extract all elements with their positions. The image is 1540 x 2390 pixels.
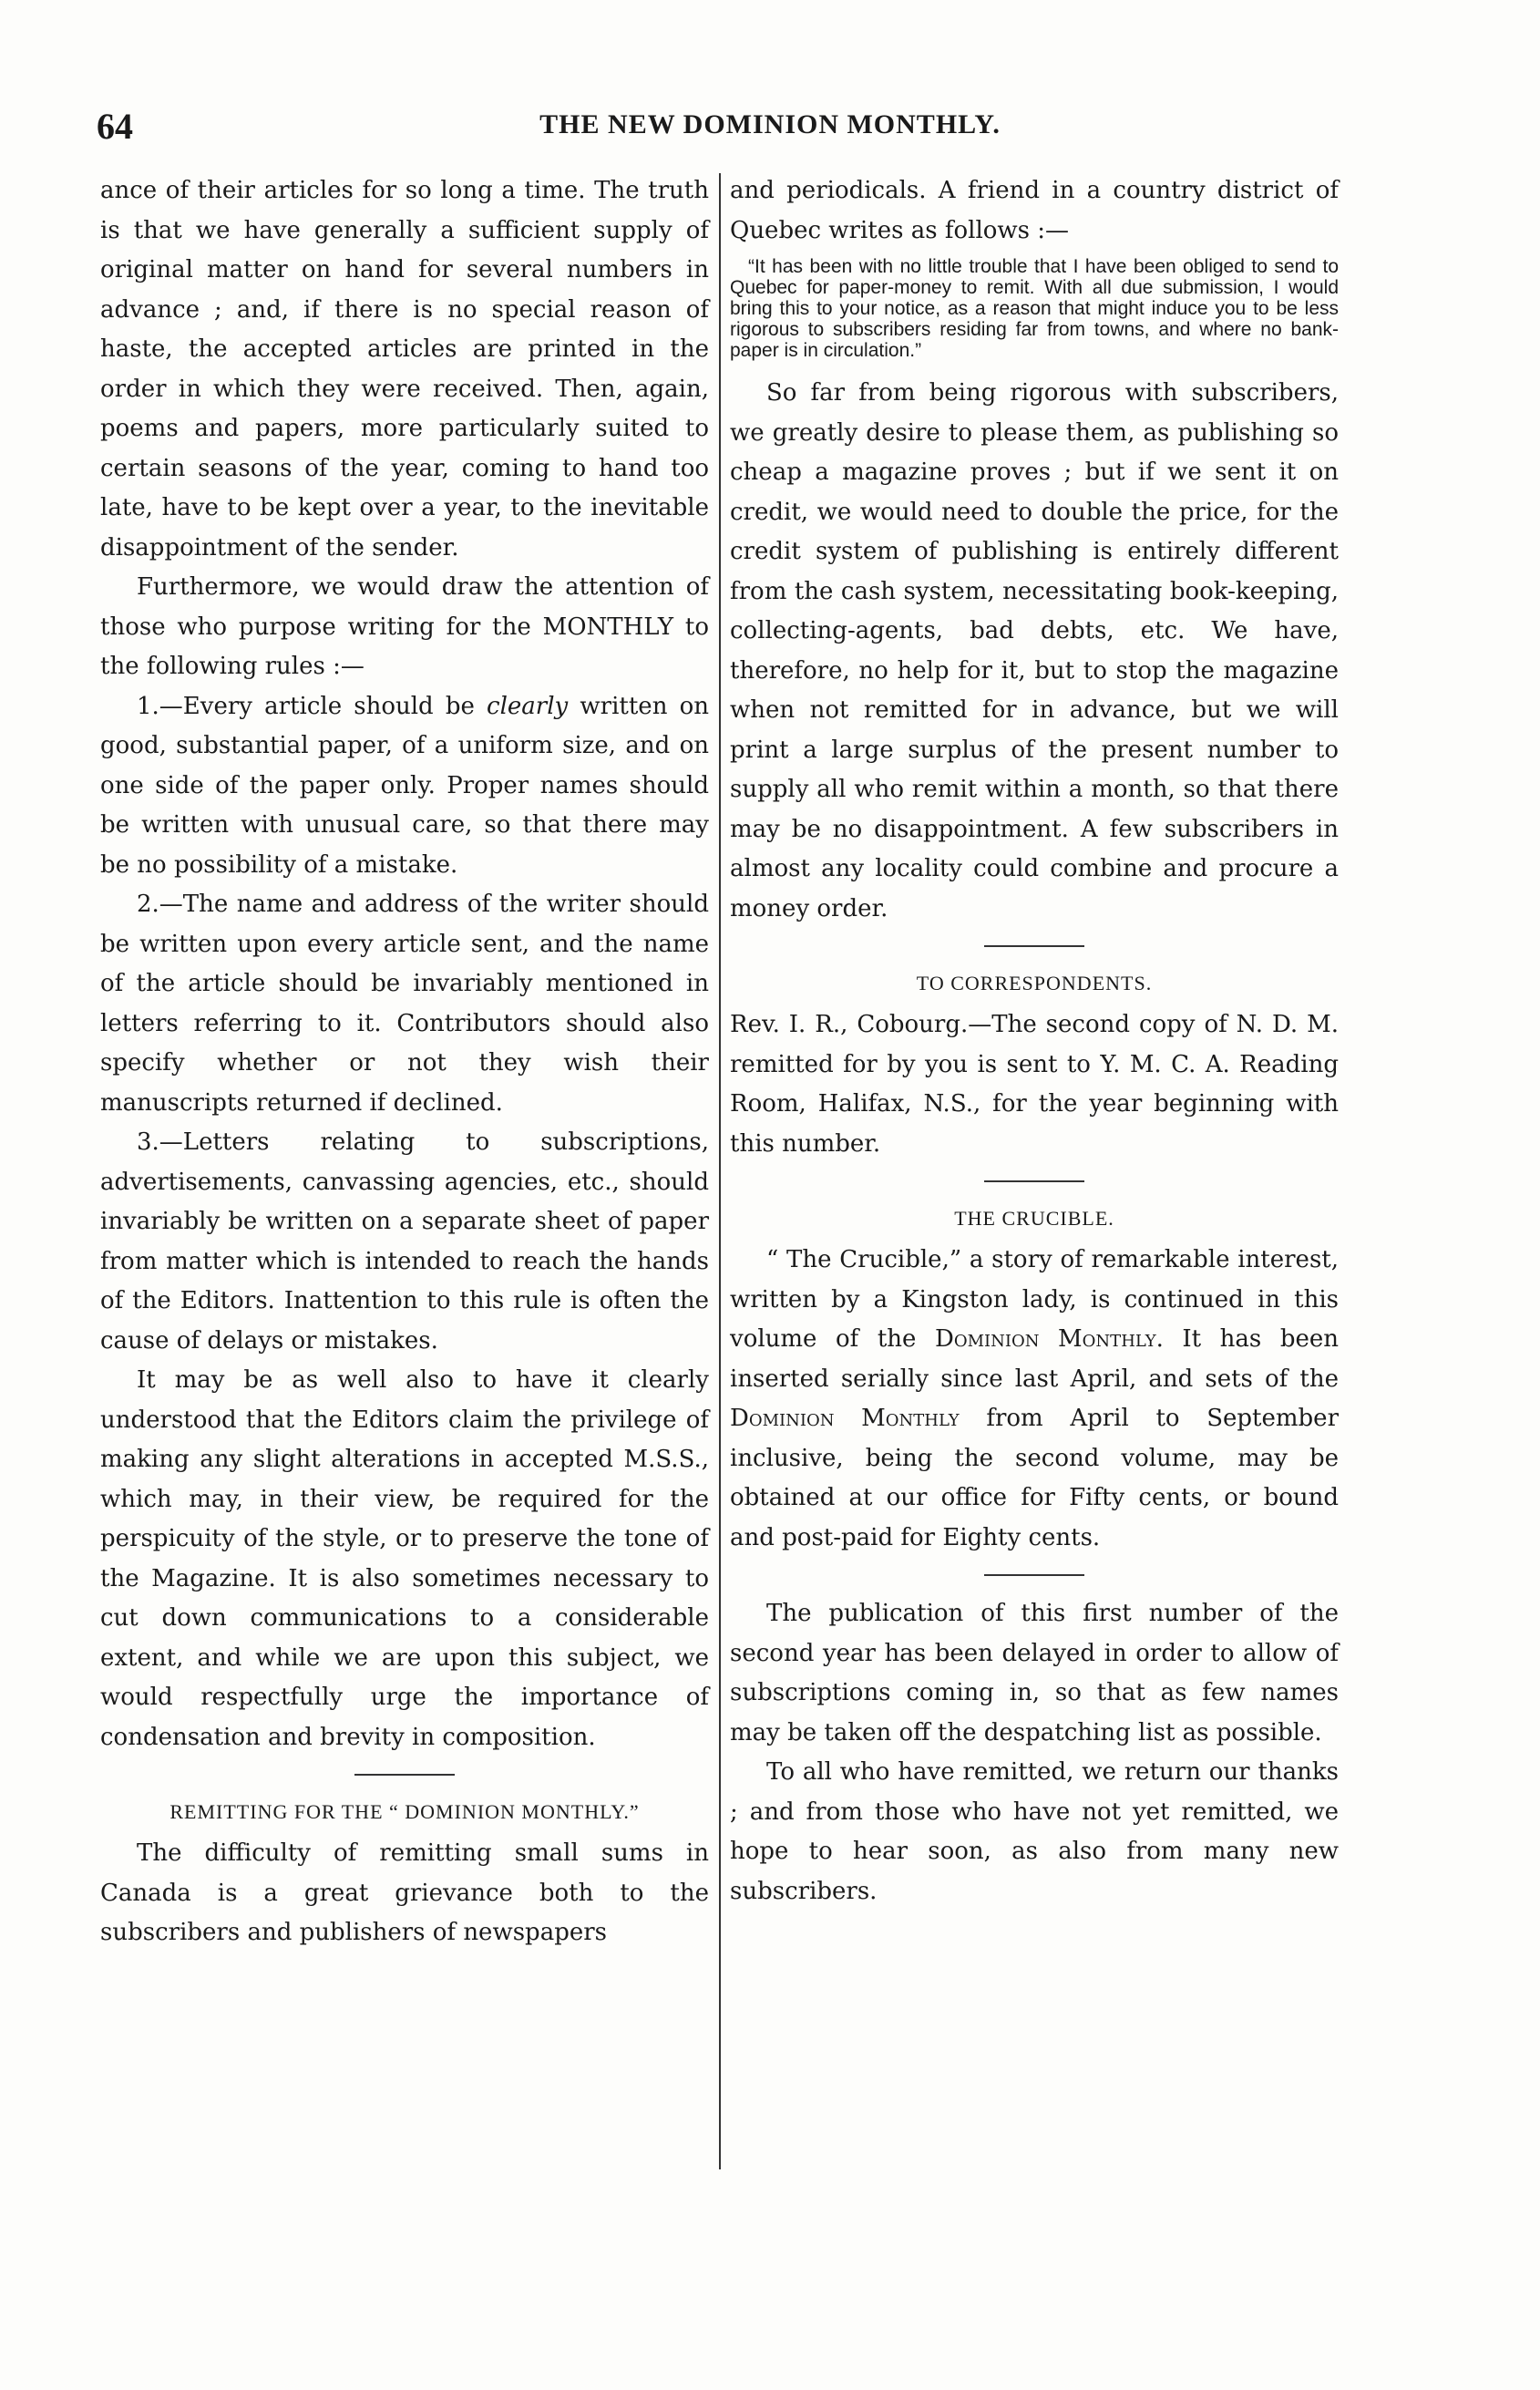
text: “ The Crucible,” a story of remarkable interest, written by a Kingston lady, is continued in this volume of the <box>730 1246 1339 1353</box>
section-divider <box>984 945 1084 947</box>
rule-1-emphasis: clearly <box>487 692 569 720</box>
rule-1 <box>100 687 709 886</box>
paragraph: The difficulty of remitting small sums in Canada is a great grievance both to the subscribers and publishers of newspapers <box>100 1839 709 1946</box>
paragraph-crucible <box>730 1241 1339 1558</box>
paragraph: It may be as well also to have it clearly understood that the Editors claim the privilege of making any slight alterations in accepted M.S.S., which may, in their view, be required for the perspicuity of the style, or to preserve the tone of the Magazine. It is also sometimes necessary to cut down communications to a considerable extent, and while we are upon this subject, we would respectfully urge the importance of condensation and brevity in composition. <box>100 1366 709 1751</box>
rule-2: 2.—The name and address of the writer should be written upon every article sent, and the name of the article should be invariably mentioned in letters referring to it. Contributors should also specify whether or not they wish their manuscripts returned if declined. <box>100 891 709 1117</box>
section-divider <box>984 1180 1084 1182</box>
paragraph: So far from being rigorous with subscribers, we greatly desire to please them, as publishing so cheap a magazine proves ; but if we sent it on credit, we would need to double the price, for the credit system of publishing is entirely different from the cash system, necessitating book-keeping, collecting-agents, bad debts, etc. We have, therefore, no help for it, but to stop the magazine when not remitted for in advance, but we will print a large surplus of the present number to supply all who remit within a month, so that there may be no disappointment. A few subscribers in almost any locality could combine and procure a money order. <box>730 379 1339 922</box>
magazine-name: Dominion Monthly <box>730 1405 960 1432</box>
quoted-letter: “It has been with no little trouble that I have been obliged to send to Quebec for paper-money to remit. With all due submission, I would bring this to your notice, as a reason that might induce you to be less rigorous to subscribers residing far from towns, and where no bank-paper is in circulation.” <box>730 256 1339 361</box>
section-heading-correspondents: TO CORRESPONDENTS. <box>916 972 1153 994</box>
left-column <box>100 171 709 1953</box>
section-heading-remitting: REMITTING FOR THE “ DOMINION MONTHLY.” <box>169 1800 640 1823</box>
text: from April to September inclusive, being the second volume, may be obtained at our office for Fifty cents, or bound and post-paid for Eighty cents. <box>730 1405 1340 1551</box>
rule-1-text: 1.—Every article should be <box>137 692 488 720</box>
section-divider <box>984 1574 1084 1576</box>
column-divider <box>719 173 721 2169</box>
right-column <box>730 171 1339 1911</box>
rule-3: 3.—Letters relating to subscriptions, advertisements, canvassing agencies, etc., should invariably be written on a separate sheet of paper from matter which is intended to reach the hands of the Editors. Inattention to this rule is often the cause of delays or mistakes. <box>100 1128 709 1355</box>
paragraph: Rev. I. R., Cobourg.—The second copy of N. D. M. remitted for by you is sent to Y. M. C. A. Reading Room, Halifax, N.S., for the year beginning with this number. <box>730 1011 1339 1158</box>
magazine-name: Dominion Monthly <box>934 1325 1156 1353</box>
paragraph: and periodicals. A friend in a country district of Quebec writes as follows :— <box>730 177 1339 244</box>
rule-1-text-cont: written on good, substantial paper, of a uniform size, and on one side of the paper only. Proper names should be written with unusual care, so that there may be no possibility of a mistake. <box>100 692 709 879</box>
section-divider <box>354 1774 455 1776</box>
section-heading-crucible: THE CRUCIBLE. <box>954 1207 1114 1230</box>
running-title: THE NEW DOMINION MONTHLY. <box>539 109 1001 139</box>
paragraph: ance of their articles for so long a time. The truth is that we have generally a sufficient supply of original matter on hand for several numbers in advance ; and, if there is no special reason of haste, the accepted articles are printed in the order in which they were received. Then, again, poems and papers, more particularly suited to certain seasons of the year, coming to hand too late, have to be kept over a year, to the inevitable disappointment of the sender. <box>100 177 709 561</box>
page-number: 64 <box>97 106 133 147</box>
paragraph: Furthermore, we would draw the attention of those who purpose writing for the MONTHLY to the following rules :— <box>100 573 709 680</box>
text: . It has been inserted serially since last April, and sets of the <box>730 1325 1339 1393</box>
paragraph: To all who have remitted, we return our thanks ; and from those who have not yet remitted, we hope to hear soon, as also from many new subscribers. <box>730 1758 1339 1905</box>
paragraph: The publication of this first number of the second year has been delayed in order to allow of subscriptions coming in, so that as few names may be taken off the despatching list as possible. <box>730 1600 1339 1746</box>
